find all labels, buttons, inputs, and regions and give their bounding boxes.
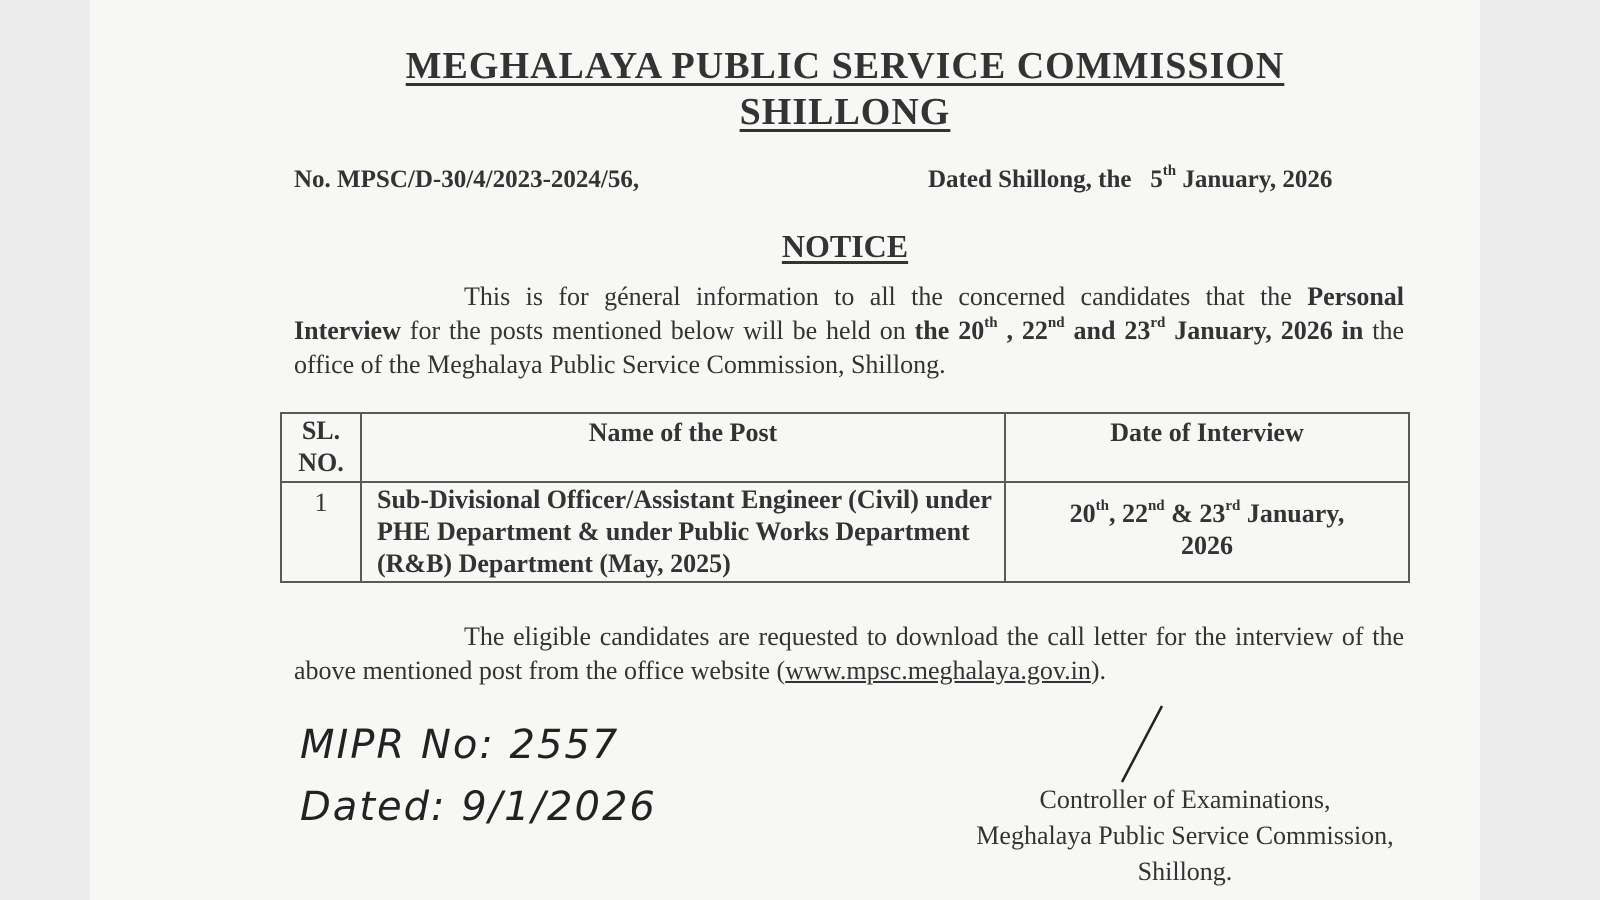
- row-date-text: 20th, 22nd & 23rd January, 2026: [1069, 498, 1345, 560]
- signature-stroke: [1100, 700, 1180, 790]
- interview-table: [280, 412, 1410, 583]
- signature-block: [905, 782, 1465, 890]
- dated-prefix: Dated Shillong, the: [928, 166, 1132, 193]
- reference-number: No. MPSC/D-30/4/2023-2024/56,: [294, 166, 640, 193]
- row-date: [1005, 482, 1409, 582]
- row-post-text: Sub-Divisional Officer/Assistant Engineer (Civil) under PHE Department & under Public Works Department (R&B) Department (May, 2025): [377, 485, 992, 578]
- reference-date: [928, 163, 1333, 194]
- table-header-row: [281, 413, 1409, 482]
- para2-text-a: The eligible candidates are requested to download the call letter for the interview of the above mentioned post from the office website (: [294, 622, 1404, 685]
- date-month-year: January, 2026: [1182, 166, 1333, 193]
- signatory-city: Shillong.: [1137, 857, 1233, 886]
- notice-paragraph-2: [294, 620, 1404, 688]
- para2-text-b: ).: [1090, 656, 1107, 685]
- date-day: 5: [1150, 166, 1163, 193]
- org-title: MEGHALAYA PUBLIC SERVICE COMMISSION: [405, 45, 1285, 87]
- table-row: [281, 482, 1409, 582]
- handwritten-dated: Dated: 9/1/2026: [300, 784, 657, 830]
- notice-paragraph-1: [294, 280, 1404, 382]
- website-link[interactable]: www.mpsc.meghalaya.gov.in: [785, 656, 1091, 685]
- header-sl-no: SL. NO.: [281, 413, 361, 482]
- para1-text-c: the office of the Meghalaya Public Service Commission, Shillong.: [294, 316, 1405, 379]
- signatory-designation: Controller of Examinations,: [1039, 785, 1331, 814]
- para1-text-b: for the posts mentioned below will be held on: [409, 316, 906, 345]
- header-interview-date: Date of Interview: [1005, 413, 1409, 482]
- notice-heading: NOTICE: [781, 228, 909, 264]
- header-post-name: Name of the Post: [361, 413, 1005, 482]
- handwritten-mipr-number: MIPR No: 2557: [300, 722, 620, 768]
- row-post: [361, 482, 1005, 582]
- org-city: SHILLONG: [739, 91, 951, 133]
- para1-text-a: This is for géneral information to all the concerned candidates that the: [464, 282, 1292, 311]
- signatory-organisation: Meghalaya Public Service Commission,: [976, 821, 1394, 850]
- para1-bold-dates: the 20th , 22nd and 23rd January, 2026 in: [914, 315, 1364, 345]
- date-day-suffix: th: [1162, 163, 1177, 179]
- para1-bold-a: Personal Interview: [294, 282, 1405, 345]
- row-sl: 1: [281, 482, 361, 582]
